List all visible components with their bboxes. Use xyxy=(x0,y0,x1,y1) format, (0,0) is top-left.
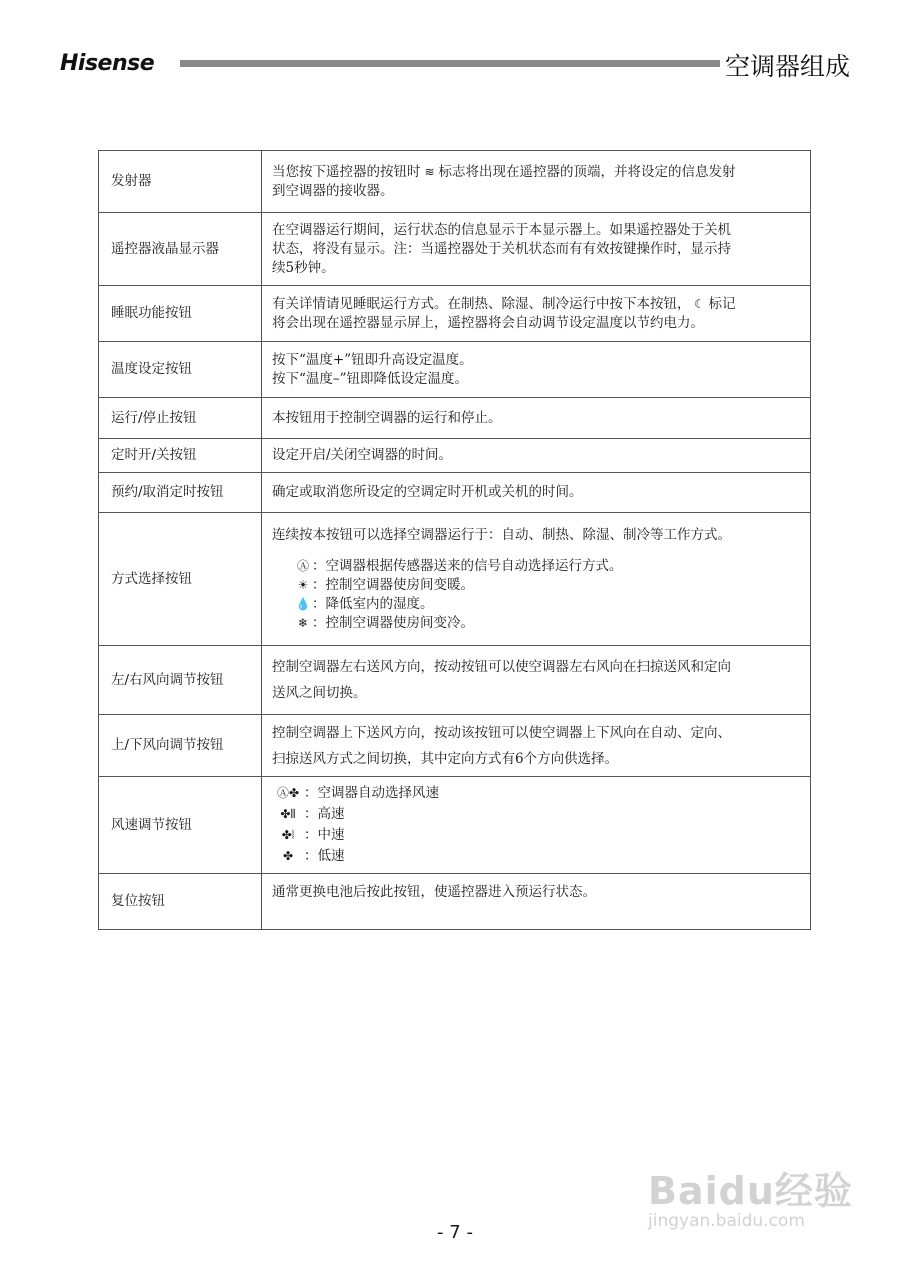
transmit-icon: ≋ xyxy=(424,164,435,179)
row-label: 定时开/关按钮 xyxy=(99,439,262,473)
row-label: 遥控器液晶显示器 xyxy=(99,213,262,286)
row-label: 复位按钮 xyxy=(99,874,262,930)
row-label: 发射器 xyxy=(99,151,262,213)
brand-logo: Hisense xyxy=(60,51,155,76)
row-desc: 确定或取消您所设定的空调定时开机或关机的时间。 xyxy=(262,473,811,513)
page-number: - 7 - xyxy=(437,1222,473,1243)
row-label: 风速调节按钮 xyxy=(99,777,262,874)
table-row xyxy=(99,342,811,398)
table-row xyxy=(99,715,811,777)
auto-mode-icon: Ⓐ xyxy=(296,558,309,573)
table-row xyxy=(99,874,811,930)
fan-auto-icon: Ⓐ✤ xyxy=(276,786,300,800)
section-title: 空调器组成 xyxy=(724,52,850,81)
table-row xyxy=(99,398,811,439)
row-label: 方式选择按钮 xyxy=(99,513,262,646)
row-desc: 控制空调器左右送风方向，按动按钮可以使空调器左右风向在扫掠送风和定向 送风之间切换。 xyxy=(262,646,811,715)
row-label: 左/右风向调节按钮 xyxy=(99,646,262,715)
row-desc: 当您按下遥控器的按钮时 ≋ 标志将出现在遥控器的顶端，并将设定的信息发射 到空调器的接收器。 xyxy=(262,151,811,213)
row-label: 上/下风向调节按钮 xyxy=(99,715,262,777)
table-row xyxy=(99,286,811,342)
page-header xyxy=(60,44,850,88)
table-row xyxy=(99,151,811,213)
heat-sun-icon: ☀ xyxy=(297,577,309,592)
fan-medium-icon: ✤⦚ xyxy=(281,828,295,842)
fan-low-icon: ✤ xyxy=(282,849,294,863)
sleep-moon-icon: ☾ xyxy=(694,296,705,311)
row-desc: 有关详情请见睡眠运行方式。在制热、除湿、制冷运行中按下本按钮， ☾ 标记 将会出现在遥控器显示屏上，遥控器将会自动调节设定温度以节约电力。 xyxy=(262,286,811,342)
table-row xyxy=(99,473,811,513)
header-rule xyxy=(180,60,720,67)
table-row xyxy=(99,213,811,286)
row-desc: 设定开启/关闭空调器的时间。 xyxy=(262,439,811,473)
row-label: 睡眠功能按钮 xyxy=(99,286,262,342)
watermark xyxy=(648,1160,853,1231)
row-label: 预约/取消定时按钮 xyxy=(99,473,262,513)
row-desc: 在空调器运行期间，运行状态的信息显示于本显示器上。如果遥控器处于关机 状态，将没有显示。注：当遥控器处于关机状态而有有效按键操作时，显示持 续5秒钟。 xyxy=(262,213,811,286)
table-row xyxy=(99,646,811,715)
row-desc: Ⓐ✤ ：空调器自动选择风速 ✤⦀ ：高速 ✤⦚ ：中速 ✤ ：低速 xyxy=(262,777,811,874)
watermark-url: jingyan.baidu.com xyxy=(648,1211,805,1231)
fan-high-icon: ✤⦀ xyxy=(280,807,296,821)
table-row xyxy=(99,439,811,473)
cool-snowflake-icon: ❄ xyxy=(297,615,309,630)
row-desc: 本按钮用于控制空调器的运行和停止。 xyxy=(262,398,811,439)
components-table xyxy=(98,150,811,930)
watermark-brand: Baidu经验 xyxy=(648,1169,853,1213)
row-desc: 通常更换电池后按此按钮，使遥控器进入预运行状态。 xyxy=(262,874,811,930)
table-row xyxy=(99,777,811,874)
row-label: 运行/停止按钮 xyxy=(99,398,262,439)
dry-drop-icon: 💧 xyxy=(295,596,311,611)
row-desc: 控制空调器上下送风方向，按动该按钮可以使空调器上下风向在自动、定向、 扫掠送风方式之间切换，其中定向方式有6个方向供选择。 xyxy=(262,715,811,777)
table-row xyxy=(99,513,811,646)
row-desc: 连续按本按钮可以选择空调器运行于：自动、制热、除湿、制冷等工作方式。 Ⓐ ：空调器根据传感器送来的信号自动选择运行方式。 ☀ ：控制空调器使房间变暖。 💧 ：降低室内的湿度。 ❄ ：控制空调器使房间变冷。 xyxy=(262,513,811,646)
row-label: 温度设定按钮 xyxy=(99,342,262,398)
row-desc: 按下“温度+”钮即升高设定温度。 按下“温度–”钮即降低设定温度。 xyxy=(262,342,811,398)
